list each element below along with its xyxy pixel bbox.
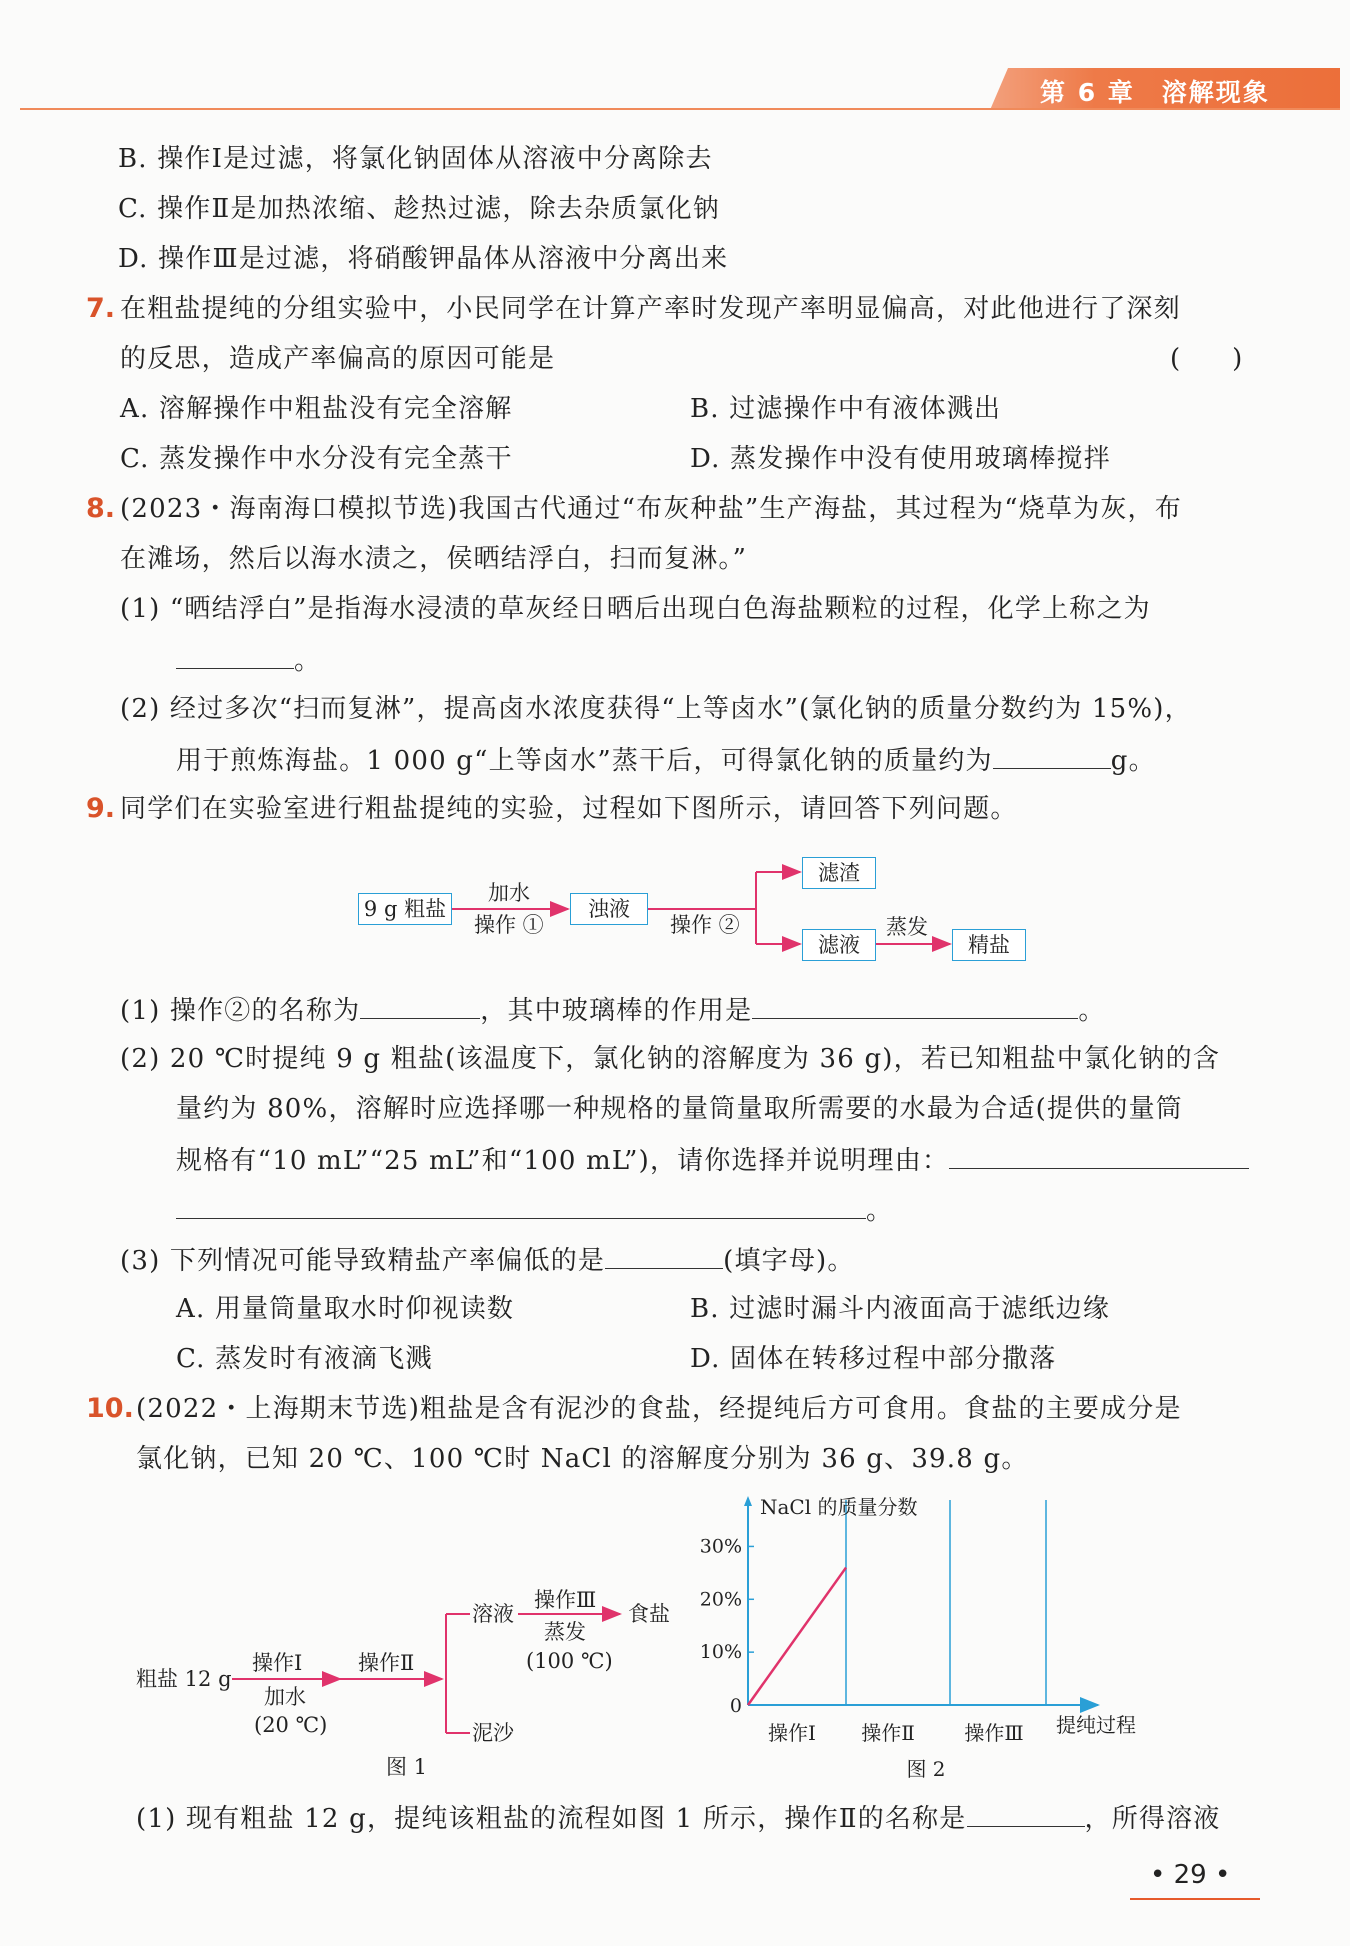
flow-label-op2: 操作 ② bbox=[670, 913, 740, 937]
q7-option-c: C. 蒸发操作中水分没有完全蒸干 bbox=[120, 444, 513, 474]
chapter-title: 第 6 章 溶解现象 bbox=[1040, 78, 1270, 107]
fig2-tick-0: 0 bbox=[729, 1695, 742, 1717]
q6-option-b: B. 操作Ⅰ是过滤，将氯化钠固体从溶液中分离除去 bbox=[118, 144, 713, 174]
fig1-solution-label: 溶液 bbox=[472, 1602, 514, 1626]
q8-part1-end: 。 bbox=[294, 646, 322, 676]
flow-box-refined-salt: 精盐 bbox=[952, 929, 1026, 961]
q8-part2-text: 用于煎炼海盐。1 000 g“上等卤水”蒸干后，可得氯化钠的质量约为 bbox=[176, 746, 993, 776]
flow-box-filtrate: 滤液 bbox=[802, 929, 876, 961]
q6-option-c: C. 操作Ⅱ是加热浓缩、趁热过滤，除去杂质氯化钠 bbox=[118, 194, 720, 224]
footer-rule bbox=[1130, 1898, 1260, 1900]
q9-stem: 同学们在实验室进行粗盐提纯的实验，过程如下图所示，请回答下列问题。 bbox=[120, 794, 1018, 824]
q7-option-b: B. 过滤操作中有液体溅出 bbox=[690, 394, 1002, 424]
fig1-op2-label: 操作Ⅱ bbox=[358, 1651, 415, 1675]
fig2-x-label: 提纯过程 bbox=[1056, 1713, 1136, 1737]
q9-part2-line1: (2) 20 ℃时提纯 9 g 粗盐(该温度下，氯化钠的溶解度为 36 g)，若已知粗盐中氯化钠的含 bbox=[120, 1044, 1221, 1074]
q9-part1-text-a: (1) 操作②的名称为 bbox=[120, 996, 361, 1026]
flow-box-turbid: 浊液 bbox=[570, 893, 648, 925]
fig2-tick-10: 10% bbox=[699, 1641, 742, 1664]
flow-label-add-water: 加水 bbox=[488, 881, 530, 905]
q8-part2-line1: (2) 经过多次“扫而复淋”，提高卤水浓度获得“上等卤水”(氯化钠的质量分数约为 15%)， bbox=[120, 694, 1192, 724]
q9-part2-line2: 量约为 80%，溶解时应选择哪一种规格的量筒量取所需要的水最为合适(提供的量筒 bbox=[176, 1094, 1183, 1124]
fig2-tick-30: 30% bbox=[699, 1535, 742, 1558]
q9-part2-text-c: 规格有“10 mL”“25 mL”和“100 mL”)，请你选择并说明理由： bbox=[176, 1146, 950, 1176]
q9-part3-text-a: (3) 下列情况可能导致精盐产率偏低的是 bbox=[120, 1246, 606, 1276]
q8-number: 8. bbox=[86, 493, 116, 524]
q8-stem-line2: 在滩场，然后以海水渍之，侯晒结浮白，扫而复淋。” bbox=[120, 544, 748, 574]
flow-label-op1: 操作 ① bbox=[474, 913, 544, 937]
q7-number: 7. bbox=[86, 293, 116, 324]
q9-option-b: B. 过滤时漏斗内液面高于滤纸边缘 bbox=[690, 1294, 1111, 1324]
q7-option-a: A. 溶解操作中粗盐没有完全溶解 bbox=[120, 394, 513, 424]
q9-number: 9. bbox=[86, 793, 116, 824]
q7-stem-line2: 的反思，造成产率偏高的原因可能是 bbox=[120, 344, 556, 374]
q6-option-d: D. 操作Ⅲ是过滤，将硝酸钾晶体从溶液中分离出来 bbox=[118, 244, 729, 274]
fig1-caption: 图 1 bbox=[386, 1755, 428, 1779]
q9-part1-text-b: ，其中玻璃棒的作用是 bbox=[480, 996, 753, 1026]
fig1-add-water-label: 加水 bbox=[264, 1685, 306, 1709]
q9-option-a: A. 用量筒量取水时仰视读数 bbox=[176, 1294, 515, 1324]
q9-option-c: C. 蒸发时有液滴飞溅 bbox=[176, 1344, 433, 1374]
fig1-op1-label: 操作Ⅰ bbox=[252, 1651, 303, 1675]
fig1-op3-label: 操作Ⅲ bbox=[534, 1588, 597, 1612]
q9-option-d: D. 固体在转移过程中部分撒落 bbox=[690, 1344, 1057, 1374]
fig1-start-crude-salt: 粗盐 12 g bbox=[136, 1667, 232, 1691]
q10-answer-blank-1[interactable] bbox=[967, 1800, 1085, 1827]
fig2-x-cat-2: 操作Ⅱ bbox=[861, 1721, 915, 1745]
q10-number: 10. bbox=[86, 1393, 134, 1424]
flow-label-evaporate: 蒸发 bbox=[886, 915, 928, 939]
fig1-temp-20: (20 ℃) bbox=[254, 1713, 328, 1737]
fig2-y-axis-arrow bbox=[744, 1496, 752, 1506]
fig1-evaporate-label: 蒸发 bbox=[544, 1620, 586, 1644]
q10-part1-text-b: ，所得溶液 bbox=[1084, 1804, 1221, 1834]
q9-part3-text-b: (填字母)。 bbox=[723, 1246, 855, 1276]
q7-option-d: D. 蒸发操作中没有使用玻璃棒搅拌 bbox=[690, 444, 1111, 474]
fig2-series-line bbox=[748, 1568, 846, 1705]
fig2-tick-20: 20% bbox=[699, 1588, 742, 1611]
q9-part1-end: 。 bbox=[1078, 996, 1106, 1026]
fig1-mud-label: 泥沙 bbox=[472, 1721, 514, 1745]
q7-answer-paren: ( ) bbox=[1170, 344, 1243, 374]
fig2-y-label: NaCl 的质量分数 bbox=[760, 1495, 918, 1519]
flow-box-crude-salt: 9 g 粗盐 bbox=[358, 893, 452, 925]
q10-stem-line2: 氯化钠，已知 20 ℃、100 ℃时 NaCl 的溶解度分别为 36 g、39.8 g。 bbox=[136, 1444, 1029, 1474]
q7-stem-line1: 在粗盐提纯的分组实验中，小民同学在计算产率时发现产率明显偏高，对此他进行了深刻 bbox=[120, 294, 1181, 324]
fig1-temp-100: (100 ℃) bbox=[526, 1649, 613, 1673]
q9-part2-end: 。 bbox=[866, 1196, 894, 1226]
q8-stem-line1: (2023・海南海口模拟节选)我国古代通过“布灰种盐”生产海盐，其过程为“烧草为灰，布 bbox=[120, 494, 1182, 524]
flow-box-residue: 滤渣 bbox=[802, 857, 876, 889]
q8-part1: (1) “晒结浮白”是指海水浸渍的草灰经日晒后出现白色海盐颗粒的过程，化学上称之为 bbox=[120, 594, 1151, 624]
q8-part2-unit: g。 bbox=[1110, 746, 1156, 776]
fig2-x-cat-3: 操作Ⅲ bbox=[964, 1721, 1024, 1745]
q10-stem-line1: (2022・上海期末节选)粗盐是含有泥沙的食盐，经提纯后方可食用。食盐的主要成分是 bbox=[136, 1394, 1182, 1424]
fig1-salt-label: 食盐 bbox=[628, 1602, 670, 1626]
fig2-x-cat-1: 操作Ⅰ bbox=[768, 1721, 816, 1745]
q10-part1-text-a: (1) 现有粗盐 12 g，提纯该粗盐的流程如图 1 所示，操作Ⅱ的名称是 bbox=[136, 1804, 967, 1834]
page-number: • 29 • bbox=[1150, 1860, 1231, 1890]
q10-part1 bbox=[136, 1800, 1221, 1836]
fig2-caption: 图 2 bbox=[906, 1757, 946, 1781]
